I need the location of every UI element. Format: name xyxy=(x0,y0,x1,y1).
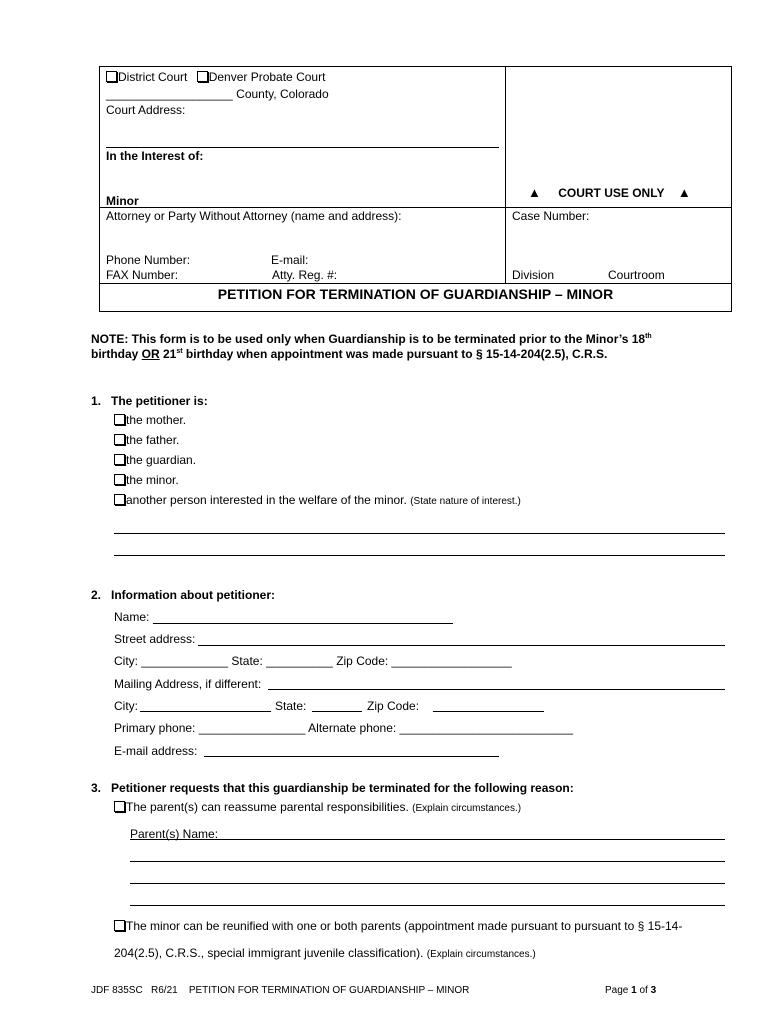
explain-line-3[interactable] xyxy=(130,905,725,906)
caption-row-divider xyxy=(99,207,732,208)
section-3-heading: 3. Petitioner requests that this guardianship be terminated for the following reason: xyxy=(91,781,574,795)
attorney-label: Attorney or Party Without Attorney (name and address): xyxy=(106,209,402,223)
option-label: 204(2.5), C.R.S., special immigrant juvenile classification). xyxy=(114,946,424,960)
option-label: the minor. xyxy=(126,473,179,487)
court-selection-row xyxy=(106,70,325,84)
phones-row[interactable]: Primary phone: ________________ Alternate phone: __________________________ xyxy=(114,721,574,735)
city2-input-line[interactable] xyxy=(140,711,271,712)
phone-label: Phone Number: xyxy=(106,253,191,267)
other-person-checkbox[interactable] xyxy=(114,494,125,505)
county-row xyxy=(106,87,329,101)
name-field xyxy=(114,610,149,624)
page-total: 3 xyxy=(650,985,657,996)
name-label: Name: xyxy=(114,610,150,624)
reunified-checkbox[interactable] xyxy=(114,920,125,931)
option-reunified[interactable] xyxy=(114,919,682,933)
case-number-label: Case Number: xyxy=(512,209,590,223)
state2-label: State: xyxy=(275,699,307,713)
note-text: birthday when appointment was made pursuant to § 15-14-204(2.5), C.R.S. xyxy=(182,347,608,361)
explain-line-2[interactable] xyxy=(130,883,725,884)
mailing-address-input-line[interactable] xyxy=(268,689,725,690)
note-or: OR xyxy=(141,347,160,361)
mailing-address-label: Mailing Address, if different: xyxy=(114,677,262,691)
county-blank[interactable]: ___________________ xyxy=(106,87,233,101)
district-court-checkbox[interactable] xyxy=(106,71,117,82)
parents-name-label: Parent(s) Name: xyxy=(130,827,219,841)
triangle-up-icon: ▲ xyxy=(677,185,691,200)
option-label: The minor can be reunified with one or both parents (appointment made pursuant to pursuant to § 15-14- xyxy=(126,919,683,933)
courtroom-label: Courtroom xyxy=(608,268,665,282)
section-1-heading: 1. The petitioner is: xyxy=(91,394,208,408)
father-checkbox[interactable] xyxy=(114,434,125,445)
option-hint: (Explain circumstances.) xyxy=(426,949,536,960)
street-address-input-line[interactable] xyxy=(198,645,725,646)
guardian-checkbox[interactable] xyxy=(114,454,125,465)
note-text: birthday xyxy=(91,347,142,361)
court-use-only-row xyxy=(528,185,691,200)
note-line-2 xyxy=(91,347,607,361)
denver-probate-checkbox[interactable] xyxy=(197,71,208,82)
option-parents-reassume[interactable] xyxy=(114,800,521,814)
page-label: Page xyxy=(605,985,632,996)
court-use-only-label: COURT USE ONLY xyxy=(558,186,665,200)
street-address-label: Street address: xyxy=(114,632,196,646)
denver-probate-label: Denver Probate Court xyxy=(208,70,326,84)
email-address-label: E-mail address: xyxy=(114,744,198,758)
name-input-line[interactable] xyxy=(153,623,453,624)
mother-checkbox[interactable] xyxy=(114,414,125,425)
fax-label: FAX Number: xyxy=(106,268,179,282)
interest-rule xyxy=(106,147,499,148)
caption-divider xyxy=(505,66,506,283)
option-label: the guardian. xyxy=(126,453,197,467)
city2-label: City: xyxy=(114,699,138,713)
zip2-label: Zip Code: xyxy=(367,699,420,713)
option-label: the father. xyxy=(126,433,180,447)
page-of: of xyxy=(636,985,651,996)
explain-line-1[interactable] xyxy=(130,861,725,862)
state2-input-line[interactable] xyxy=(312,711,362,712)
court-address-label: Court Address: xyxy=(106,103,186,117)
interest-line-1[interactable] xyxy=(114,533,725,534)
email-label: E-mail: xyxy=(271,253,309,267)
note-text: NOTE: This form is to be used only when Guardianship is to be terminated prior to the Minor’s 18 xyxy=(91,332,646,346)
option-mother[interactable] xyxy=(114,413,186,427)
interest-line-2[interactable] xyxy=(114,555,725,556)
option-label: the mother. xyxy=(126,413,187,427)
district-court-label: District Court xyxy=(118,70,188,84)
triangle-up-icon: ▲ xyxy=(528,185,541,200)
section-2-heading: 2. Information about petitioner: xyxy=(91,588,275,602)
note-superscript: st xyxy=(176,348,183,355)
option-hint: (Explain circumstances.) xyxy=(412,803,522,814)
option-father[interactable] xyxy=(114,433,179,447)
footer-form-id: JDF 835SC R6/21 PETITION FOR TERMINATION OF GUARDIANSHIP – MINOR xyxy=(91,985,470,996)
minor-label: Minor xyxy=(106,194,139,208)
option-label: another person interested in the welfare of the minor. xyxy=(126,493,407,507)
option-label: The parent(s) can reassume parental responsibilities. xyxy=(126,800,409,814)
in-interest-label: In the Interest of: xyxy=(106,149,204,163)
zip2-input-line[interactable] xyxy=(433,711,544,712)
option-other-person[interactable] xyxy=(114,493,521,507)
email-address-input-line[interactable] xyxy=(204,756,499,757)
parents-reassume-checkbox[interactable] xyxy=(114,801,125,812)
page-indicator xyxy=(605,985,656,996)
note-line-1 xyxy=(91,332,652,346)
option-guardian[interactable] xyxy=(114,453,196,467)
note-text: 21 xyxy=(159,347,177,361)
parents-name-line[interactable] xyxy=(130,839,725,840)
minor-checkbox[interactable] xyxy=(114,474,125,485)
page-number: 1 xyxy=(631,985,637,996)
division-label: Division xyxy=(512,268,555,282)
caption-title-divider xyxy=(99,283,732,284)
form-title: PETITION FOR TERMINATION OF GUARDIANSHIP – MINOR xyxy=(217,286,614,302)
option-minor[interactable] xyxy=(114,473,179,487)
city-state-zip-row[interactable]: City: _____________ State: __________ Zip Code: __________________ xyxy=(114,654,512,668)
atty-reg-label: Atty. Reg. #: xyxy=(272,268,338,282)
option-hint: (State nature of interest.) xyxy=(410,496,521,507)
note-superscript: th xyxy=(645,333,652,340)
option-reunified-continued xyxy=(114,946,536,960)
county-colorado-label: County, Colorado xyxy=(236,87,329,101)
